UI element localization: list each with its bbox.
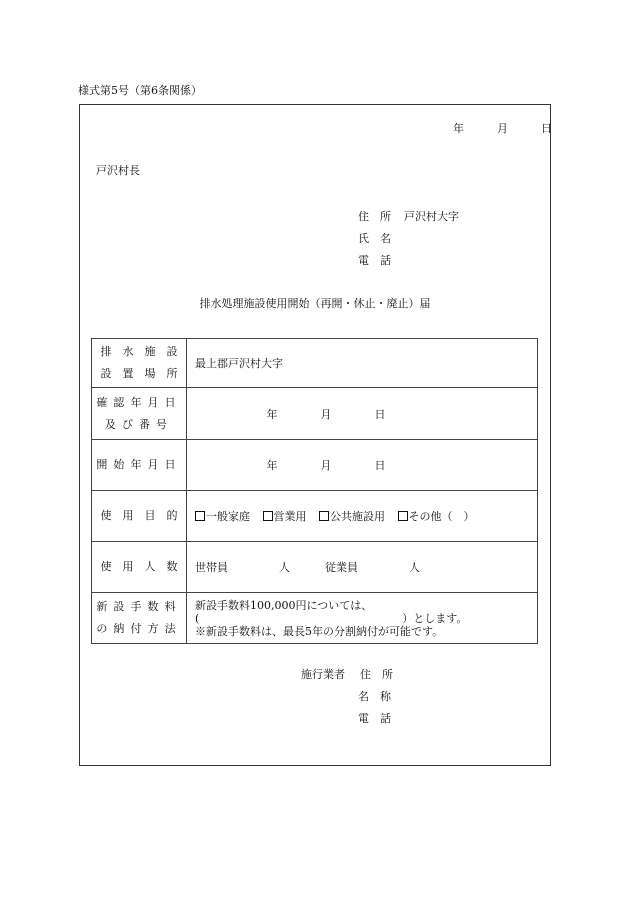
applicant-address-value: 戸沢村大字 bbox=[404, 210, 459, 223]
contractor-phone-row bbox=[358, 710, 391, 726]
contractor-phone-label: 電 話 bbox=[358, 712, 391, 725]
applicant-phone-row bbox=[358, 252, 391, 268]
table-row-users bbox=[92, 542, 538, 593]
purpose-option-business[interactable]: 営業用 bbox=[263, 510, 307, 523]
fee-line-2: ( ）とします。 bbox=[195, 611, 468, 625]
confirmation-label: 確認年月日 及び番号 bbox=[92, 388, 187, 440]
applicant-address-label: 住 所 bbox=[358, 210, 391, 223]
fee-value bbox=[187, 593, 538, 644]
applicant-phone-label: 電 話 bbox=[358, 254, 391, 267]
table-row-location bbox=[92, 339, 538, 388]
users-label: 使 用 人 数 bbox=[92, 542, 187, 593]
users-value: 世帯員 人 従業員 人 bbox=[187, 542, 538, 593]
applicant-name-label: 氏 名 bbox=[358, 232, 391, 245]
applicant-address-row bbox=[358, 208, 459, 224]
contractor-address-label: 住 所 bbox=[360, 668, 393, 681]
form-number: 様式第5号（第6条関係） bbox=[78, 84, 202, 97]
location-value: 最上郡戸沢村大字 bbox=[187, 339, 538, 388]
purpose-option-public[interactable]: 公共施設用 bbox=[319, 510, 385, 523]
start-date-value: 年 月 日 bbox=[187, 440, 538, 491]
purpose-options bbox=[187, 491, 538, 542]
fee-label: 新設手数料 の納付方法 bbox=[92, 593, 187, 644]
checkbox-icon bbox=[319, 511, 329, 521]
contractor-address-row bbox=[301, 666, 393, 682]
addressee: 戸沢村長 bbox=[96, 164, 140, 177]
table-row-start-date bbox=[92, 440, 538, 491]
checkbox-icon bbox=[263, 511, 273, 521]
checkbox-icon bbox=[195, 511, 205, 521]
application-table bbox=[91, 338, 538, 644]
contractor-title: 施行業者 bbox=[301, 668, 345, 681]
purpose-option-other[interactable]: その他（ ） bbox=[398, 510, 475, 523]
date-month: 月 bbox=[497, 122, 508, 135]
table-row-confirmation bbox=[92, 388, 538, 440]
document-title: 排水処理施設使用開始（再開・休止・廃止）届 bbox=[199, 297, 431, 310]
date-year: 年 bbox=[453, 122, 464, 135]
date-day: 日 bbox=[541, 122, 552, 135]
contractor-name-label: 名 称 bbox=[358, 690, 391, 703]
purpose-option-household[interactable]: 一般家庭 bbox=[195, 510, 250, 523]
table-row-purpose bbox=[92, 491, 538, 542]
checkbox-icon bbox=[398, 511, 408, 521]
start-date-label: 開始年月日 bbox=[92, 440, 187, 491]
location-label: 排 水 施 設 設 置 場 所 bbox=[92, 339, 187, 388]
date-line bbox=[453, 120, 552, 136]
table-row-fee bbox=[92, 593, 538, 644]
fee-line-1: 新設手数料100,000円については、 bbox=[195, 598, 373, 612]
confirmation-date: 年 月 日 bbox=[187, 388, 538, 440]
fee-line-3: ※新設手数料は、最長5年の分割納付が可能です。 bbox=[195, 624, 444, 638]
purpose-label: 使 用 目 的 bbox=[92, 491, 187, 542]
applicant-name-row bbox=[358, 230, 391, 246]
contractor-name-row bbox=[358, 688, 391, 704]
